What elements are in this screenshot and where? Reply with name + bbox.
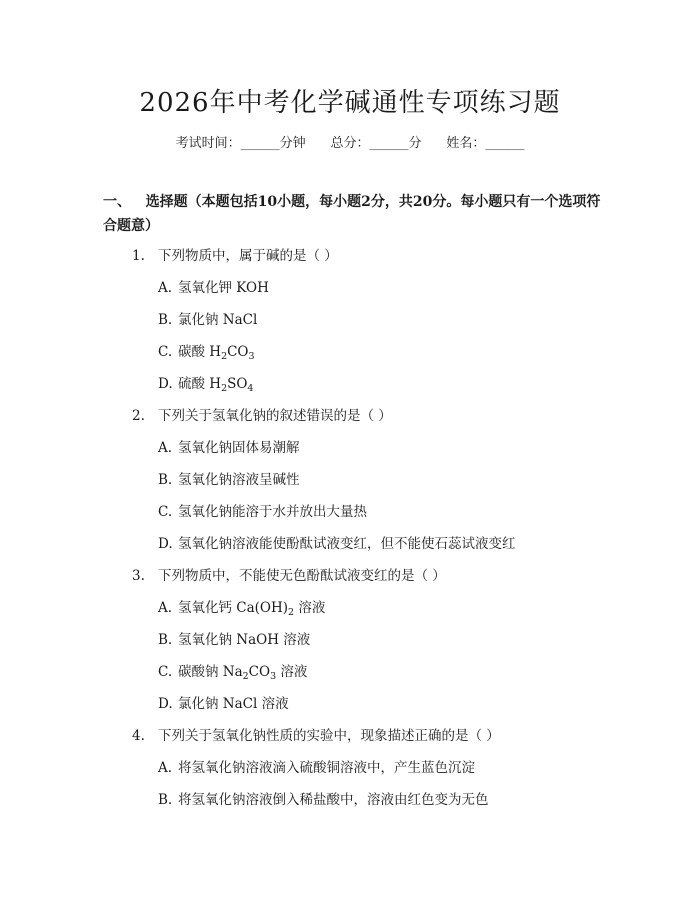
name-blank: ______ xyxy=(485,136,525,151)
option-text: 碳酸 H xyxy=(178,344,222,360)
option-letter: B. xyxy=(158,792,173,808)
option-2b xyxy=(158,468,300,488)
option-3b xyxy=(158,628,310,648)
option-text: 将氢氧化钠溶液滴入硫酸铜溶液中，产生蓝色沉淀 xyxy=(178,760,475,776)
section-heading xyxy=(103,190,603,238)
option-3d xyxy=(158,692,289,712)
option-letter: C. xyxy=(158,504,173,520)
section-text: 选择题（本题包括10小题，每小题2分，共20分。每小题只有一个选项符合题意） xyxy=(103,194,601,234)
subscript: 2 xyxy=(242,671,249,682)
option-text-part: CO xyxy=(227,344,249,360)
score-blank: ______ xyxy=(369,136,409,151)
question-number: 3. xyxy=(132,568,145,584)
option-1a xyxy=(158,276,269,296)
option-text: 氯化钠 NaCl xyxy=(178,312,258,328)
subscript: 2 xyxy=(221,351,228,362)
option-text: 将氢氧化钠溶液倒入稀盐酸中，溶液由红色变为无色 xyxy=(178,792,489,808)
question-2 xyxy=(132,404,392,424)
section-number: 一、 xyxy=(103,194,131,210)
exam-title: 2026年中考化学碱通性专项练习题 xyxy=(139,88,561,118)
option-3c xyxy=(158,660,307,680)
option-letter: D. xyxy=(158,376,173,392)
option-letter: B. xyxy=(158,312,173,328)
question-3 xyxy=(132,564,446,584)
question-4 xyxy=(132,724,500,744)
question-text: 下列物质中，不能使无色酚酞试液变红的是（ ） xyxy=(158,568,446,584)
option-letter: D. xyxy=(158,696,173,712)
option-letter: B. xyxy=(158,632,173,648)
subscript: 3 xyxy=(248,351,255,362)
option-1d xyxy=(158,372,253,392)
option-2c xyxy=(158,500,367,520)
question-text: 下列物质中，属于碱的是（ ） xyxy=(158,248,338,264)
name-label: 姓名： xyxy=(446,136,486,151)
option-text-part: 溶液 xyxy=(294,600,326,616)
question-number: 2. xyxy=(132,408,145,424)
option-2d xyxy=(158,532,516,552)
option-letter: A. xyxy=(158,440,173,456)
option-4b xyxy=(158,788,489,808)
option-letter: D. xyxy=(158,536,173,552)
option-text-part: CO xyxy=(248,664,271,680)
option-text: 氢氧化钠能溶于水并放出大量热 xyxy=(178,504,367,520)
question-text: 下列关于氢氧化钠的叙述错误的是（ ） xyxy=(158,408,392,424)
option-text: 氢氧化钾 KOH xyxy=(178,280,269,296)
subscript: 2 xyxy=(221,383,228,394)
exam-info-line xyxy=(0,132,700,151)
option-text: 氢氧化钠固体易潮解 xyxy=(178,440,300,456)
subscript: 4 xyxy=(247,383,254,394)
subscript: 3 xyxy=(270,671,277,682)
option-text: 氢氧化钙 Ca(OH) xyxy=(178,600,289,616)
time-unit: 分钟 xyxy=(279,136,306,151)
option-1b xyxy=(158,308,257,328)
subscript: 2 xyxy=(288,607,295,618)
time-label: 考试时间： xyxy=(175,136,241,151)
time-blank: ______ xyxy=(240,136,280,151)
option-letter: B. xyxy=(158,472,173,488)
option-letter: A. xyxy=(158,600,173,616)
question-number: 1. xyxy=(132,248,145,264)
option-text: 氢氧化钠溶液呈碱性 xyxy=(178,472,300,488)
option-2a xyxy=(158,436,300,456)
option-letter: C. xyxy=(158,344,173,360)
option-1c xyxy=(158,340,255,360)
option-text: 氯化钠 NaCl 溶液 xyxy=(178,696,289,712)
question-text: 下列关于氢氧化钠性质的实验中，现象描述正确的是（ ） xyxy=(158,728,500,744)
option-letter: A. xyxy=(158,280,173,296)
score-label: 总分： xyxy=(330,136,370,151)
option-text-part: SO xyxy=(227,376,248,392)
option-letter: C. xyxy=(158,664,173,680)
option-3a xyxy=(158,596,325,616)
option-text: 氢氧化钠 NaOH 溶液 xyxy=(178,632,311,648)
option-4a xyxy=(158,756,475,776)
score-unit: 分 xyxy=(408,136,422,151)
question-number: 4. xyxy=(132,728,145,744)
question-1 xyxy=(132,244,338,264)
option-text: 碳酸钠 Na xyxy=(178,664,243,680)
option-text: 硫酸 H xyxy=(178,376,222,392)
option-text-part: 溶液 xyxy=(276,664,308,680)
option-letter: A. xyxy=(158,760,173,776)
option-text: 氢氧化钠溶液能使酚酞试液变红，但不能使石蕊试液变红 xyxy=(178,536,516,552)
